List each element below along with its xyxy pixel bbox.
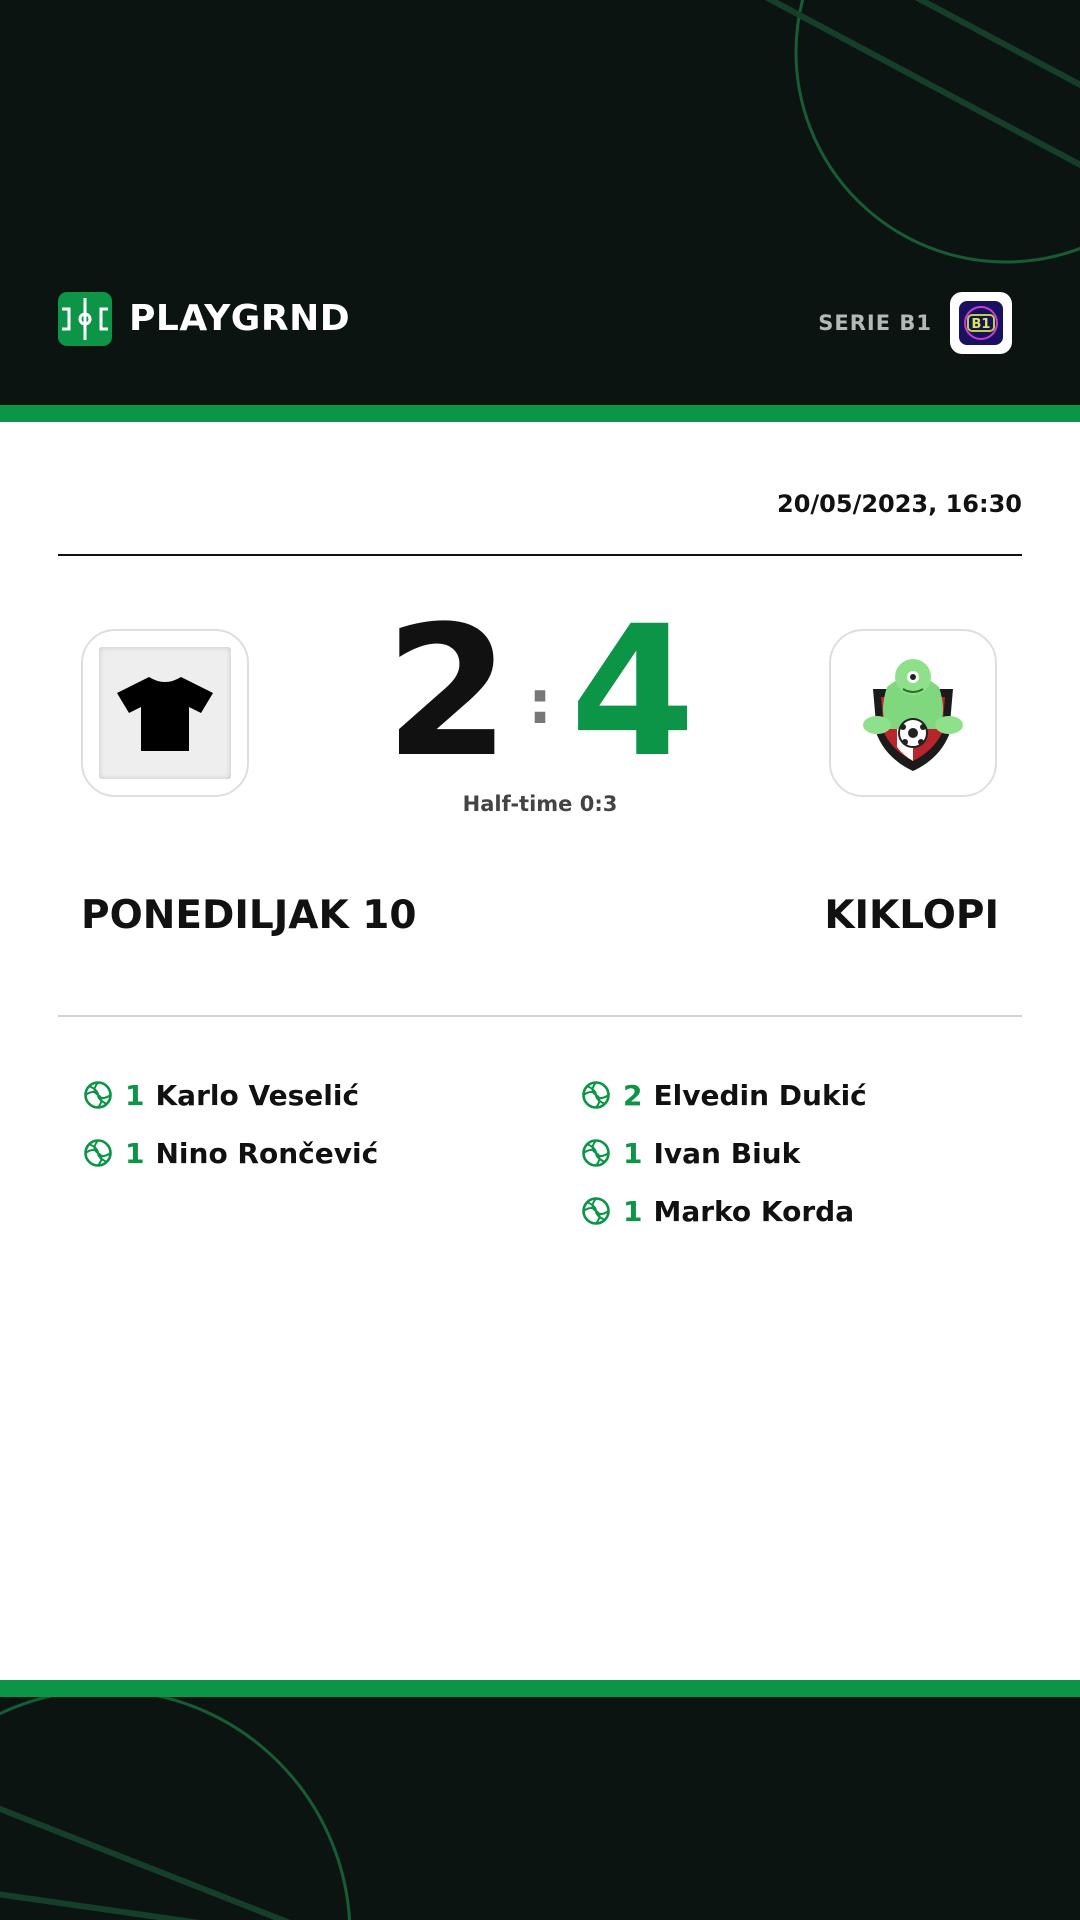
match-datetime: 20/05/2023, 16:30 bbox=[777, 490, 1022, 518]
divider bbox=[58, 1015, 1022, 1017]
home-scorers-list bbox=[83, 1066, 503, 1182]
scorer-name: Nino Rončević bbox=[155, 1136, 379, 1170]
scorer-row bbox=[581, 1124, 1001, 1182]
score-separator: : bbox=[528, 667, 552, 738]
scorer-goal-count: 2 bbox=[623, 1078, 643, 1112]
scorer-row bbox=[83, 1066, 503, 1124]
scorer-name: Karlo Veselić bbox=[155, 1078, 360, 1112]
footer bbox=[0, 1697, 1080, 1920]
scorer-row bbox=[83, 1124, 503, 1182]
away-score: 4 bbox=[570, 587, 696, 797]
pitch-lines-decoration bbox=[0, 1697, 1080, 1920]
scoreboard bbox=[340, 587, 740, 797]
soccer-ball-icon bbox=[581, 1196, 611, 1226]
away-team-name: KIKLOPI bbox=[824, 893, 999, 938]
away-scorers-list bbox=[581, 1066, 1001, 1240]
divider bbox=[58, 554, 1022, 556]
league-badge-icon bbox=[950, 292, 1012, 354]
top-accent-bar bbox=[0, 405, 1080, 422]
bottom-accent-bar bbox=[0, 1680, 1080, 1697]
soccer-ball-icon bbox=[581, 1080, 611, 1110]
scorer-goal-count: 1 bbox=[125, 1078, 145, 1112]
shirt-icon bbox=[99, 647, 231, 779]
home-team-name: PONEDILJAK 10 bbox=[81, 893, 417, 938]
scorer-name: Ivan Biuk bbox=[653, 1136, 801, 1170]
halftime-score: Half-time 0:3 bbox=[462, 792, 618, 816]
scorer-goal-count: 1 bbox=[623, 1136, 643, 1170]
scorer-row bbox=[581, 1066, 1001, 1124]
scorer-row bbox=[581, 1182, 1001, 1240]
soccer-ball-icon bbox=[83, 1080, 113, 1110]
scorer-name: Elvedin Dukić bbox=[653, 1078, 867, 1112]
league bbox=[818, 291, 1012, 354]
soccer-ball-icon bbox=[581, 1138, 611, 1168]
scorer-name: Marko Korda bbox=[653, 1194, 855, 1228]
brand-name: PLAYGRND bbox=[129, 298, 351, 339]
cyclops-crest-icon bbox=[847, 647, 979, 779]
scorer-goal-count: 1 bbox=[125, 1136, 145, 1170]
brand bbox=[58, 291, 350, 346]
league-name: SERIE B1 bbox=[818, 310, 932, 335]
home-team-logo bbox=[81, 629, 249, 797]
scorer-goal-count: 1 bbox=[623, 1194, 643, 1228]
away-team-logo bbox=[829, 629, 997, 797]
soccer-ball-icon bbox=[83, 1138, 113, 1168]
field-icon bbox=[58, 292, 112, 346]
league-badge-label: B1 bbox=[971, 316, 991, 332]
header bbox=[0, 0, 1080, 405]
home-score: 2 bbox=[384, 587, 510, 797]
